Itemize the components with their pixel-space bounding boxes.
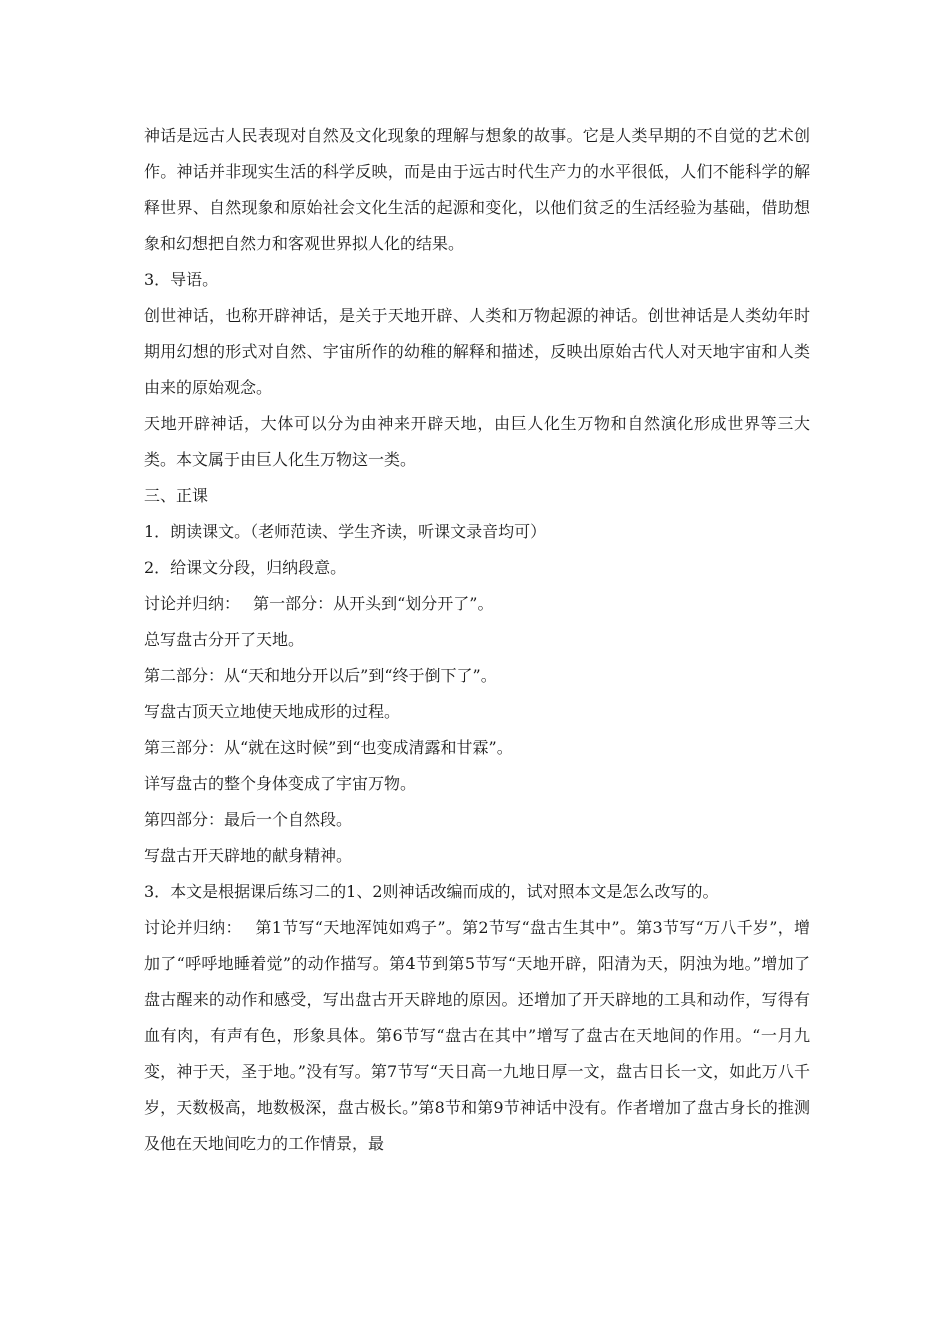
section-part-three-summary: 详写盘古的整个身体变成了宇宙万物。 bbox=[144, 774, 417, 793]
paragraph-myth-definition: 神话是远古人民表现对自然及文化现象的理解与想象的故事。它是人类早期的不自觉的艺术创作。神话并非现实生活的科学反映，而是由于远古时代生产力的水平很低，人们不能科学的解释世界、自然现象和原始社会文化生活的起源和变化，以他们贫乏的生活经验为基础，借助想象和幻想把自然力和客观世界拟人化的结果。 bbox=[144, 126, 810, 253]
heading-introduction: 3．导语。 bbox=[144, 270, 219, 289]
item-divide-sections: 2．给课文分段，归纳段意。 bbox=[144, 558, 347, 577]
paragraph-creation-myth: 创世神话，也称开辟神话，是关于天地开辟、人类和万物起源的神话。创世神话是人类幼年时期用幻想的形式对自然、宇宙所作的幼稚的解释和描述，反映出原始古代人对天地宇宙和人类由来的原始观念。 bbox=[144, 306, 810, 397]
item-read-text: 1．朗读课文。（老师范读、学生齐读，听课文录音均可） bbox=[144, 522, 547, 541]
document-body bbox=[144, 118, 810, 1162]
section-part-four: 第四部分：最后一个自然段。 bbox=[144, 810, 353, 829]
section-part-one-summary: 总写盘古分开了天地。 bbox=[144, 630, 305, 649]
section-part-three: 第三部分：从“就在这时候”到“也变成清露和甘霖”。 bbox=[144, 738, 513, 757]
item-compare-rewrite: 3．本文是根据课后练习二的1、2则神话改编而成的，试对照本文是怎么改写的。 bbox=[144, 882, 719, 901]
section-part-four-summary: 写盘古开天辟地的献身精神。 bbox=[144, 846, 353, 865]
section-part-two-summary: 写盘古顶天立地使天地成形的过程。 bbox=[144, 702, 401, 721]
section-part-two: 第二部分：从“天和地分开以后”到“终于倒下了”。 bbox=[144, 666, 497, 685]
section-part-one: 讨论并归纳： 第一部分：从开头到“划分开了”。 bbox=[144, 594, 494, 613]
paragraph-myth-categories: 天地开辟神话，大体可以分为由神来开辟天地，由巨人化生万物和自然演化形成世界等三大类。本文属于由巨人化生万物这一类。 bbox=[144, 414, 810, 469]
paragraph-rewrite-discussion: 讨论并归纳： 第1节写“天地浑饨如鸡子”。第2节写“盘古生其中”。第3节写“万八千岁”，增加了“呼呼地睡着觉”的动作描写。第4节到第5节写“天地开辟，阳清为天，阴浊为地。”增加了盘古醒来的动作和感受，写出盘古开天辟地的原因。还增加了开天辟地的工具和动作，写得有血有肉，有声有色，形象具体。第6节写“盘古在其中”增写了盘古在天地间的作用。“一月九变，神于天，圣于地。”没有写。第7节写“天日高一九地日厚一文，盘古日长一文，如此万八千岁，天数极高，地数极深，盘古极长。”第8节和第9节神话中没有。作者增加了盘古身长的推测及他在天地间吃力的工作情景，最 bbox=[144, 918, 810, 1153]
heading-main-lesson: 三、正课 bbox=[144, 486, 209, 505]
